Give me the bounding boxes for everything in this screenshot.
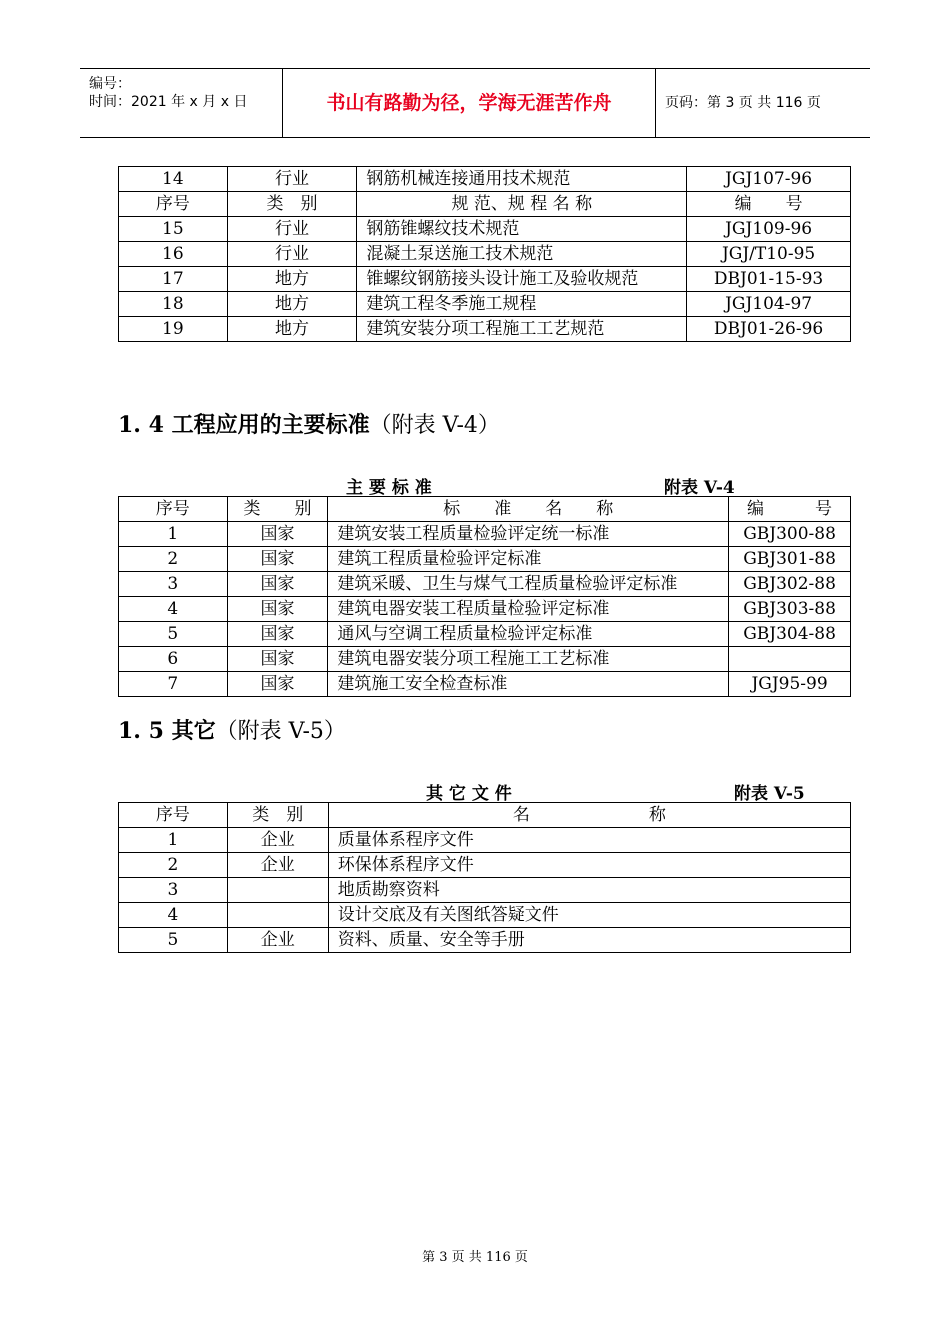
table-cell: 7 [119,672,228,697]
other-documents-table [118,802,851,953]
table-row [119,878,851,903]
table-cell: 钢筋锥螺纹技术规范 [357,217,687,242]
table-row [119,828,851,853]
table-appendix-label: 附表 V-4 [664,478,735,498]
table-cell: 6 [119,647,228,672]
table-cell: JGJ95-99 [729,672,851,697]
table-cell: 混凝土泵送施工技术规范 [357,242,687,267]
header-page-cell [656,69,870,137]
table-cell: 环保体系程序文件 [328,853,850,878]
section-1-5-heading [118,714,346,745]
table-cell: JGJ107-96 [687,167,851,192]
table-cell: 资料、质量、安全等手册 [328,928,850,953]
table-cell: 2 [119,853,228,878]
doc-date: 时间：2021 年 x 月 x 日 [89,94,248,110]
table-cell: 序号 [119,192,228,217]
table-cell: 质量体系程序文件 [328,828,850,853]
table-row [119,292,851,317]
section-title: 工程应用的主要标准 [171,412,370,438]
table-cell: 行业 [227,217,357,242]
table-cell: 编 号 [687,192,851,217]
table-cell: 国家 [227,622,328,647]
table-cell: GBJ300-88 [729,522,851,547]
table-row [119,242,851,267]
table-row [119,547,851,572]
table-cell: DBJ01-15-93 [687,267,851,292]
table-cell: 通风与空调工程质量检验评定标准 [328,622,729,647]
table-cell [729,647,851,672]
table-cell: 国家 [227,522,328,547]
table-cell [227,878,328,903]
section-number: 1. 4 [118,412,164,438]
table-cell: 5 [119,928,228,953]
table-cell [227,903,328,928]
table-cell: GBJ302-88 [729,572,851,597]
table-row [119,853,851,878]
table-cell: JGJ104-97 [687,292,851,317]
header-meta [80,69,283,137]
table-cell: 类 别 [227,192,357,217]
table-row [119,672,851,697]
table-cell: 企业 [227,928,328,953]
table-cell: 15 [119,217,228,242]
table-cell: 19 [119,317,228,342]
table-cell: 锥螺纹钢筋接头设计施工及验收规范 [357,267,687,292]
table-cell: 1 [119,522,228,547]
table-cell: 规 范、规 程 名 称 [357,192,687,217]
table-cell: 国家 [227,597,328,622]
table-cell: 设计交底及有关图纸答疑文件 [328,903,850,928]
header-cell-category: 类 别 [227,497,328,522]
table-cell: 建筑工程冬季施工规程 [357,292,687,317]
table-appendix-label: 附表 V-5 [734,784,805,804]
section-number: 1. 5 [118,718,164,744]
table-cell: GBJ301-88 [729,547,851,572]
header-page-info: 页码：第 3 页 共 116 页 [665,95,821,111]
table-cell: 钢筋机械连接通用技术规范 [357,167,687,192]
table-cell: 1 [119,828,228,853]
header-cell-name: 标 准 名 称 [328,497,729,522]
page-footer: 第 3 页 共 116 页 [422,1250,528,1265]
table-cell: 国家 [227,547,328,572]
header-motto: 书山有路勤为径，学海无涯苦作舟 [326,92,612,114]
table-row [119,522,851,547]
table-cell: 建筑安装分项工程施工工艺规范 [357,317,687,342]
table-row [119,317,851,342]
table-header-row [119,497,851,522]
table-row [119,217,851,242]
standards-table-continued [118,166,851,342]
table-row [119,167,851,192]
table-row [119,572,851,597]
table-cell: 建筑工程质量检验评定标准 [328,547,729,572]
table-cell: GBJ304-88 [729,622,851,647]
table-row [119,928,851,953]
table-cell: 国家 [227,672,328,697]
table-cell: 行业 [227,167,357,192]
main-standards-table [118,496,851,697]
header-cell-category: 类 别 [227,803,328,828]
table-row [119,647,851,672]
header-cell-no: 序号 [119,803,228,828]
table-cell: 地方 [227,267,357,292]
page-header [80,68,870,138]
table-cell: 建筑安装工程质量检验评定统一标准 [328,522,729,547]
table-cell: 地方 [227,317,357,342]
table-cell: 国家 [227,647,328,672]
table-cell: 建筑电器安装分项工程施工工艺标准 [328,647,729,672]
section-appendix-ref: （附表 V-5） [215,719,346,744]
table-cell: 企业 [227,828,328,853]
table-cell: 17 [119,267,228,292]
table-row [119,267,851,292]
table-cell: 16 [119,242,228,267]
doc-number: 编号： [89,76,131,92]
table-cell: 建筑电器安装工程质量检验评定标准 [328,597,729,622]
table-cell: 2 [119,547,228,572]
table-row [119,622,851,647]
table-row [119,597,851,622]
table-cell: GBJ303-88 [729,597,851,622]
table-cell: 3 [119,572,228,597]
table-cell: JGJ/T10-95 [687,242,851,267]
section-appendix-ref: （附表 V-4） [369,413,500,438]
table-cell: 国家 [227,572,328,597]
table-cell: 地质勘察资料 [328,878,850,903]
table-cell: 4 [119,597,228,622]
section-title: 其它 [171,718,216,744]
table-cell: DBJ01-26-96 [687,317,851,342]
table-row [119,903,851,928]
header-cell-no: 序号 [119,497,228,522]
table-cell: 地方 [227,292,357,317]
table-cell: 行业 [227,242,357,267]
table-header-row [119,803,851,828]
table-row [119,192,851,217]
header-cell-code: 编 号 [729,497,851,522]
table-cell: 建筑施工安全检查标准 [328,672,729,697]
table-cell: 企业 [227,853,328,878]
table-cell: 建筑采暖、卫生与煤气工程质量检验评定标准 [328,572,729,597]
table-cell: 18 [119,292,228,317]
table-cell: 14 [119,167,228,192]
header-cell-name: 名 称 [328,803,850,828]
table-cell: JGJ109-96 [687,217,851,242]
header-motto-cell [283,69,656,137]
table-caption-main-standards: 主 要 标 准 [346,478,432,498]
table-cell: 3 [119,878,228,903]
table-caption-other-documents: 其 它 文 件 [426,784,512,804]
table-cell: 4 [119,903,228,928]
table-cell: 5 [119,622,228,647]
section-1-4-heading [118,408,500,439]
